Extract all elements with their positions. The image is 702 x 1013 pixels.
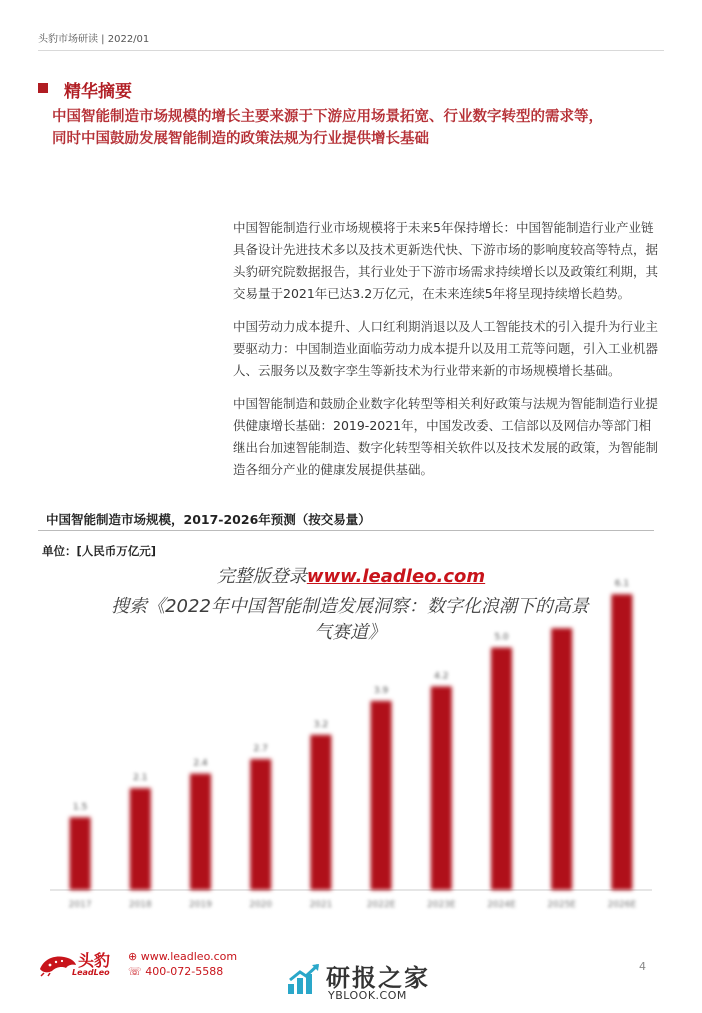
data-label-2021: 3.2 <box>313 719 329 730</box>
x-tick-2021: 2021 <box>309 900 333 910</box>
body-paragraph-1: 中国智能制造行业市场规模将于未来5年保持增长：中国智能制造行业产业链具备设计先进技术多以及技术更新迭代快、下游市场的影响度较高等特点，据头豹研究院数据报告，其行业处于下游市场需求持续增长以及政策红利期，其交易量于2021年已达3.2万亿元，在未来连续5年将呈现持续增长趋势。 <box>233 220 659 301</box>
data-label-2022E: 3.9 <box>373 685 389 696</box>
footer-website-text: www.leadleo.com <box>140 950 238 963</box>
summary-line-1: 中国智能制造市场规模的增长主要来源于下游应用场景拓宽、行业数字转型的需求等， <box>52 109 603 125</box>
footer-phone-text: 400-072-5588 <box>145 965 224 978</box>
summary-text <box>52 106 672 150</box>
x-tick-2024E: 2024E <box>487 900 516 910</box>
chart-unit: 单位：[人民币万亿元] <box>42 544 157 558</box>
bar-2018 <box>130 788 151 890</box>
data-label-2023E: 4.2 <box>434 671 449 682</box>
header-divider <box>38 50 664 51</box>
data-label-2019: 2.4 <box>193 758 208 769</box>
header-text: 头豹市场研读 | 2022/01 <box>38 34 150 45</box>
watermark-link[interactable]: www.leadleo.com <box>306 566 486 587</box>
x-tick-2025E: 2025E <box>547 900 576 910</box>
section-marker <box>38 83 48 93</box>
footer-brand-cn: 头豹 <box>78 951 111 970</box>
chart-title: 中国智能制造市场规模，2017-2026年预测（按交易量） <box>46 512 371 527</box>
x-tick-2020: 2020 <box>249 900 273 910</box>
x-tick-2017: 2017 <box>68 900 92 910</box>
bar-2024E <box>491 648 512 890</box>
x-tick-2019: 2019 <box>189 900 212 910</box>
data-label-2026E: 6.1 <box>614 579 630 590</box>
ybook-en: YBLOOK.COM <box>328 989 407 1002</box>
watermark-search-text: 搜索《2022年中国智能制造发展洞察：数字化浪潮下的高景 <box>111 596 589 617</box>
x-tick-2026E: 2026E <box>607 900 637 910</box>
watermark-line-1 <box>0 562 702 588</box>
ybook-cn: 研报之家 <box>326 964 430 992</box>
page-number: 4 <box>639 960 646 973</box>
x-tick-2022E: 2022E <box>366 900 396 910</box>
bar-2023E <box>431 686 452 890</box>
bar-2021 <box>310 735 331 890</box>
ybook-logo-icon <box>286 962 322 998</box>
globe-icon: ⊕ <box>128 950 138 963</box>
body-paragraph-2: 中国劳动力成本提升、人口红利期消退以及人工智能技术的引入提升为行业主要驱动力：中国制造业面临劳动力成本提升以及用工荒等问题，引入工业机器人、云服务以及数字孪生等新技术为行业带来新的市场规模增长基础。 <box>233 319 659 378</box>
data-label-2018: 2.1 <box>133 773 148 784</box>
watermark-search-text-2: 气赛道》 <box>314 622 386 643</box>
data-label-2017: 1.5 <box>72 802 88 813</box>
body-block <box>233 217 663 492</box>
section-title: 精华摘要 <box>64 82 132 102</box>
watermark-prefix: 完整版登录 <box>216 566 307 587</box>
bar-2025E <box>551 628 572 890</box>
summary-line-2: 同时中国鼓励发展智能制造的政策法规为行业提供增长基础 <box>52 131 429 147</box>
data-label-2024E: 5.0 <box>494 632 509 643</box>
bar-2019 <box>190 774 211 890</box>
footer-website[interactable] <box>128 950 237 963</box>
watermark-line-2 <box>60 594 640 646</box>
bar-2022E <box>371 701 392 890</box>
phone-icon: ☏ <box>128 965 142 978</box>
footer-brand-en: LeadLeo <box>72 968 110 977</box>
data-label-2020: 2.7 <box>253 744 268 755</box>
x-tick-2023E: 2023E <box>427 900 456 910</box>
chart-title-divider <box>38 530 654 531</box>
bar-2017 <box>70 817 91 890</box>
x-tick-2018: 2018 <box>128 900 152 910</box>
bar-2020 <box>250 759 271 890</box>
body-paragraph-3: 中国智能制造和鼓励企业数字化转型等相关利好政策与法规为智能制造行业提供健康增长基础：2019-2021年，中国发改委、工信部以及网信办等部门相继出台加速智能制造、数字化转型等相关软件以及技术发展的政策，为智能制造各细分产业的健康发展提供基础。 <box>233 396 659 477</box>
footer-phone <box>128 965 223 978</box>
